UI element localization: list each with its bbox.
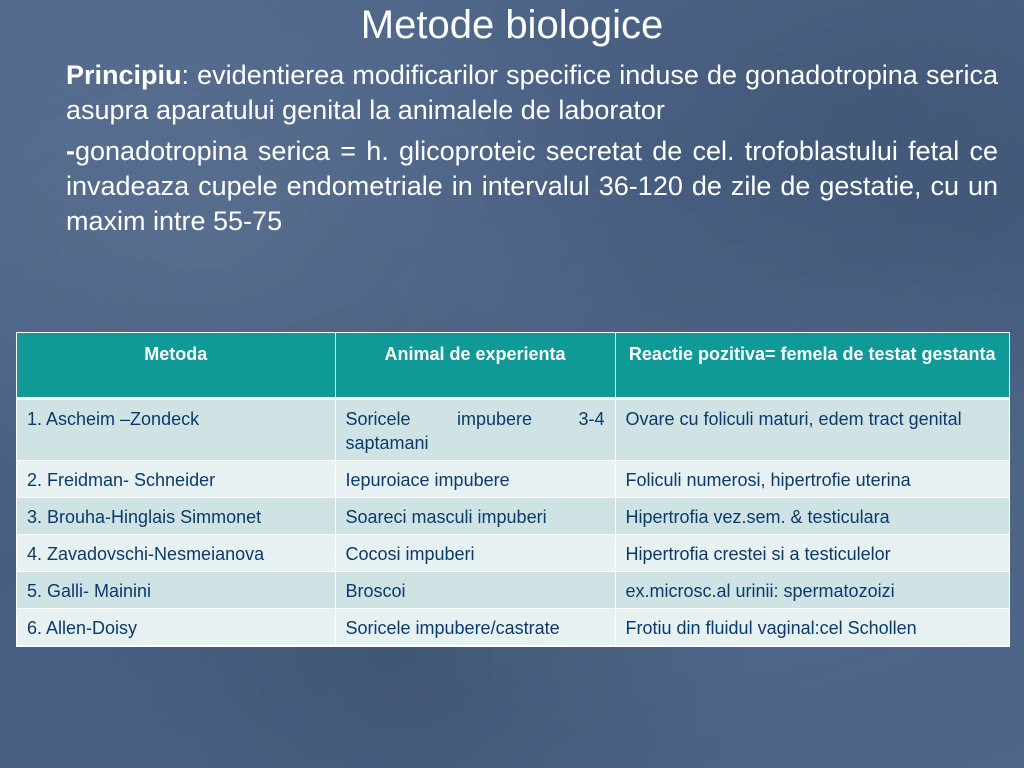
gonadotropina-text: gonadotropina serica = h. glicoproteic secretat de cel. trofoblastului fetal ce invadeaza cupele endometriale in intervalul 36-120 de zile de gestatie, cu un maxim intre 55-75	[66, 136, 998, 236]
cell-animal: Cocosi impuberi	[335, 535, 615, 572]
cell-animal: Broscoi	[335, 572, 615, 609]
bullet-dash: -	[66, 136, 75, 166]
table-row	[17, 399, 1009, 461]
principiu-paragraph	[66, 58, 998, 128]
cell-reactie: Frotiu din fluidul vaginal:cel Schollen	[615, 609, 1009, 646]
gonadotropina-paragraph	[66, 134, 998, 239]
slide-title: Metode biologice	[360, 3, 664, 47]
cell-reactie: Hipertrofia vez.sem. & testiculara	[615, 498, 1009, 535]
principiu-label: Principiu	[66, 60, 182, 90]
cell-metoda: 6. Allen-Doisy	[17, 609, 335, 646]
header-metoda: Metoda	[17, 333, 335, 399]
slide-body	[66, 58, 998, 245]
table-row	[17, 609, 1009, 646]
cell-metoda: 4. Zavadovschi-Nesmeianova	[17, 535, 335, 572]
cell-metoda: 2. Freidman- Schneider	[17, 461, 335, 498]
header-reactie: Reactie pozitiva= femela de testat gestanta	[615, 333, 1009, 399]
cell-metoda: 1. Ascheim –Zondeck	[17, 399, 335, 461]
table-row	[17, 535, 1009, 572]
table-header-row	[17, 333, 1009, 399]
cell-reactie: Ovare cu foliculi maturi, edem tract genital	[615, 399, 1009, 461]
table-row	[17, 572, 1009, 609]
header-animal: Animal de experienta	[335, 333, 615, 399]
cell-reactie: ex.microsc.al urinii: spermatozoizi	[615, 572, 1009, 609]
cell-metoda: 5. Galli- Mainini	[17, 572, 335, 609]
principiu-text: : evidentierea modificarilor specifice induse de gonadotropina serica asupra aparatului genital la animalele de laborator	[66, 60, 998, 125]
cell-reactie: Foliculi numerosi, hipertrofie uterina	[615, 461, 1009, 498]
cell-animal: Soareci masculi impuberi	[335, 498, 615, 535]
cell-animal: Soricele impubere/castrate	[335, 609, 615, 646]
table-row	[17, 461, 1009, 498]
methods-table-container	[16, 332, 1010, 647]
cell-metoda: 3. Brouha-Hinglais Simmonet	[17, 498, 335, 535]
table-row	[17, 498, 1009, 535]
methods-table	[17, 333, 1009, 646]
cell-reactie: Hipertrofia crestei si a testiculelor	[615, 535, 1009, 572]
cell-animal: Soricele impubere 3-4 saptamani	[335, 399, 615, 461]
cell-animal: Iepuroiace impubere	[335, 461, 615, 498]
